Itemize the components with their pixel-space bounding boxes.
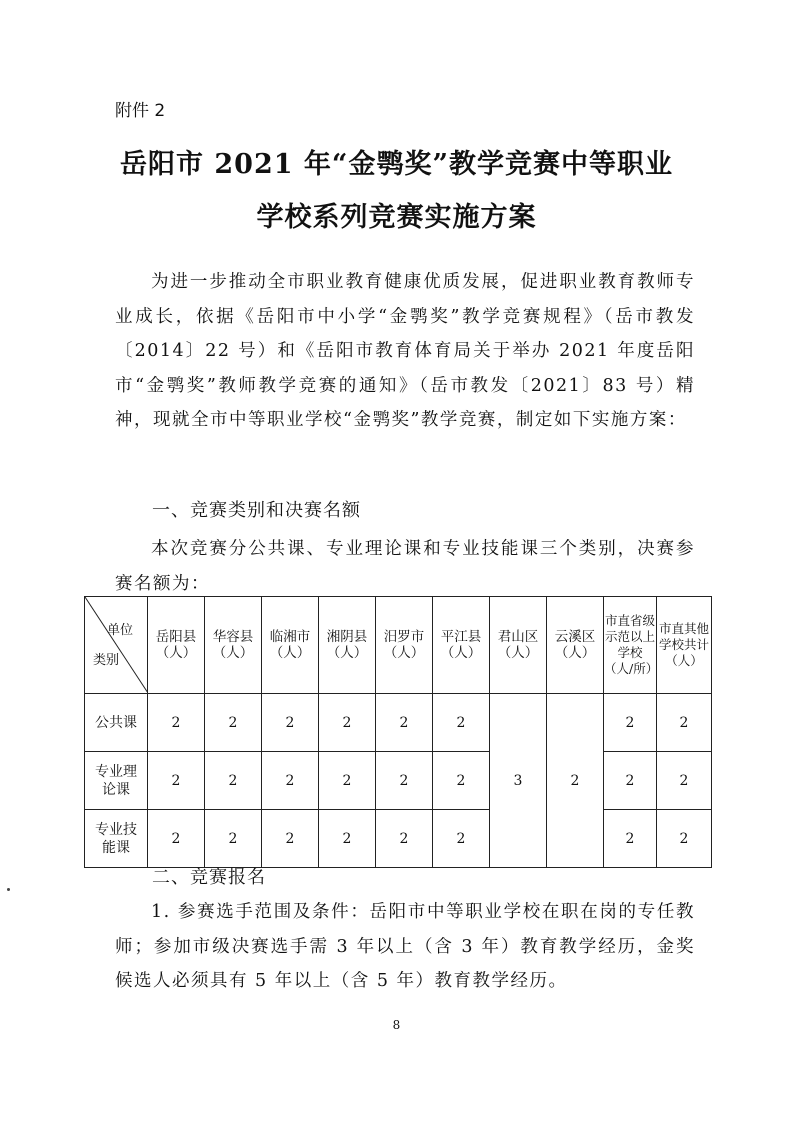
table-cell: 2: [604, 694, 657, 752]
column-header: 市直省级示范以上学校（人/所）: [604, 597, 657, 694]
table-cell: 2: [604, 752, 657, 810]
column-header: 君山区（人）: [490, 597, 547, 694]
section-1-paragraph: 本次竞赛分公共课、专业理论课和专业技能课三个类别，决赛参赛名额为：: [115, 539, 695, 594]
table-cell: 2: [433, 694, 490, 752]
column-header: 湘阴县（人）: [319, 597, 376, 694]
document-title-line-2: 学校系列竞赛实施方案: [256, 202, 537, 233]
table-cell: 2: [205, 810, 262, 868]
table-cell: 2: [657, 752, 712, 810]
quota-table: [84, 596, 712, 868]
table-corner-cell: [85, 597, 148, 694]
row-category: 专业理论课: [85, 752, 148, 810]
table-cell: 2: [205, 752, 262, 810]
table-cell: 2: [376, 810, 433, 868]
table-row: [85, 752, 712, 810]
table-header-row: [85, 597, 712, 694]
junshan-merged-cell: 3: [490, 694, 547, 868]
table-cell: 2: [319, 694, 376, 752]
column-header: 岳阳县（人）: [148, 597, 205, 694]
column-header: 平江县（人）: [433, 597, 490, 694]
section-2-heading: 二、竞赛报名: [152, 867, 266, 888]
table-cell: 2: [148, 810, 205, 868]
table-cell: 2: [262, 694, 319, 752]
intro-paragraph: 为进一步推动全市职业教育健康优质发展，促进职业教育教师专业成长，依据《岳阳市中小学“金鹗奖”教学竞赛规程》（岳市教发〔2014〕22 号）和《岳阳市教育体育局关于举办 2021 年度岳阳市“金鹗奖”教师教学竞赛的通知》（岳市教发〔2021〕83 号）精神，现就全市中等职业学校“金鹗奖”教学竞赛，制定如下实施方案：: [115, 272, 695, 430]
table-cell: 2: [657, 694, 712, 752]
table-cell: 2: [262, 752, 319, 810]
row-category: 专业技能课: [85, 810, 148, 868]
column-header: 市直其他学校共计（人）: [657, 597, 712, 694]
section-1-heading: 一、竞赛类别和决赛名额: [152, 500, 361, 521]
table-cell: 2: [604, 810, 657, 868]
table-cell: 2: [148, 752, 205, 810]
column-header: 华容县（人）: [205, 597, 262, 694]
table-cell: 2: [376, 752, 433, 810]
corner-diagonal: [85, 597, 148, 693]
table-cell: 2: [376, 694, 433, 752]
table-cell: 2: [148, 694, 205, 752]
table-row: [85, 810, 712, 868]
table-cell: 2: [319, 810, 376, 868]
column-header: 临湘市（人）: [262, 597, 319, 694]
yunxi-merged-cell: 2: [547, 694, 604, 868]
corner-label-unit: 单位: [106, 623, 133, 638]
table-cell: 2: [262, 810, 319, 868]
table-row: [85, 694, 712, 752]
page-number: 8: [392, 1018, 401, 1032]
table-cell: 2: [205, 694, 262, 752]
row-category: 公共课: [85, 694, 148, 752]
column-header: 云溪区（人）: [547, 597, 604, 694]
column-header: 汨罗市（人）: [376, 597, 433, 694]
table-cell: 2: [657, 810, 712, 868]
table-cell: 2: [433, 752, 490, 810]
scan-speck: [7, 888, 10, 891]
corner-label-category: 类别: [93, 653, 120, 668]
attachment-label: 附件 2: [115, 101, 166, 121]
section-2-paragraph: 1. 参赛选手范围及条件：岳阳市中等职业学校在职在岗的专任教师；参加市级决赛选手需 3 年以上（含 3 年）教育教学经历，金奖候选人必须具有 5 年以上（含 5 年）教育教学经历。: [115, 902, 695, 991]
table-cell: 2: [433, 810, 490, 868]
table-cell: 2: [319, 752, 376, 810]
document-title-line-1: 岳阳市 2021 年“金鹗奖”教学竞赛中等职业: [119, 149, 673, 180]
